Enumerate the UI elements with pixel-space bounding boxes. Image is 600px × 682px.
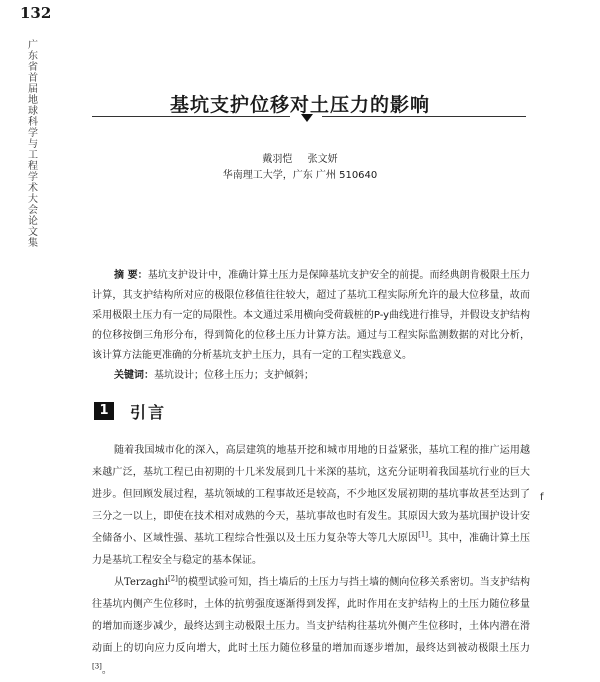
authors [0,150,600,165]
title-rule-right [322,116,526,117]
section-title: 引言 [130,402,167,422]
abstract [92,266,530,366]
paragraph-2-end: 。 [101,665,112,676]
abstract-text: 基坑支护设计中，准确计算土压力是保障基坑支护安全的前提。而经典朗肯极限土压力计算，其支护结构所对应的极限位移值往往较大，超过了基坑工程实际所允许的最大位移量，故而采用极限土压力有一定的局限性。本文通过采用横向受荷载桩的P-y曲线进行推导，并假设支护结构的位移按倒三角形分布，得到简化的位移土压力计算方法。通过与工程实际监测数据的对比分析，该计算方法能更准确的分析基坑支护土压力，具有一定的工程实践意义。 [92,270,531,361]
paragraph-2 [92,572,530,682]
paragraph-2-text: 的模型试验可知，挡土墙后的土压力与挡土墙的侧向位移关系密切。当支护结构往基坑内侧产生位移时，土体的抗剪强度逐渐得到发挥，此时作用在支护结构上的土压力随位移量的增加而逐步减少，最终达到主动极限土压力。当支护结构往基坑外侧产生位移时，土体内潜在滑动面上的切向应力反向增大，此时土压力随位移量的增加而逐步增加，最终达到被动极限土压力 [92,577,531,654]
keywords-text: 基坑设计；位移土压力；支护倾斜； [154,370,314,381]
abstract-label: 摘 要： [114,270,148,281]
title-arrow-icon [301,114,313,122]
paper-title: 基坑支护位移对土压力的影响 [169,94,430,116]
citation-3: [3] [92,662,102,671]
paragraph-1-end: 。其中，准确计算土压力是基坑工程安全与稳定的基本保证。 [92,533,531,566]
title-rule-left [92,116,290,117]
running-head: 广东省首届地球科学与工程学术大会论文集 [28,40,38,249]
page-number: 132 [20,4,52,22]
citation-2: [2] [167,574,178,583]
margin-mark: f [540,492,544,503]
paragraph-1-text: 随着我国城市化的深入，高层建筑的地基开挖和城市用地的日益紧张，基坑工程的推广运用越来越广泛，基坑工程已由初期的十几米发展到几十米深的基坑，这充分证明着我国基坑行业的巨大进步。但回顾发展过程，基坑领域的工程事故还是较高，不少地区发展初期的基坑事故甚至达到了三分之一以上，即使在技术相对成熟的今天，基坑事故也时有发生。其原因大致为基坑围护设计安全储备小、区域性强、基坑工程综合性强以及土压力复杂等大等几大原因 [92,445,530,544]
body-text [92,440,530,682]
author-2: 张文妍 [307,154,338,165]
affiliation: 华南理工大学，广东 广州 510640 [222,170,378,181]
keywords-label: 关键词： [114,370,154,381]
paragraph-2-start: 从Terzaghi [114,577,168,588]
author-1: 戴羽恺 [262,154,293,165]
section-heading [94,400,166,422]
keywords [92,366,530,386]
paragraph-1 [92,440,530,572]
section-number: 1 [94,402,114,420]
citation-1: [1] [418,530,429,539]
